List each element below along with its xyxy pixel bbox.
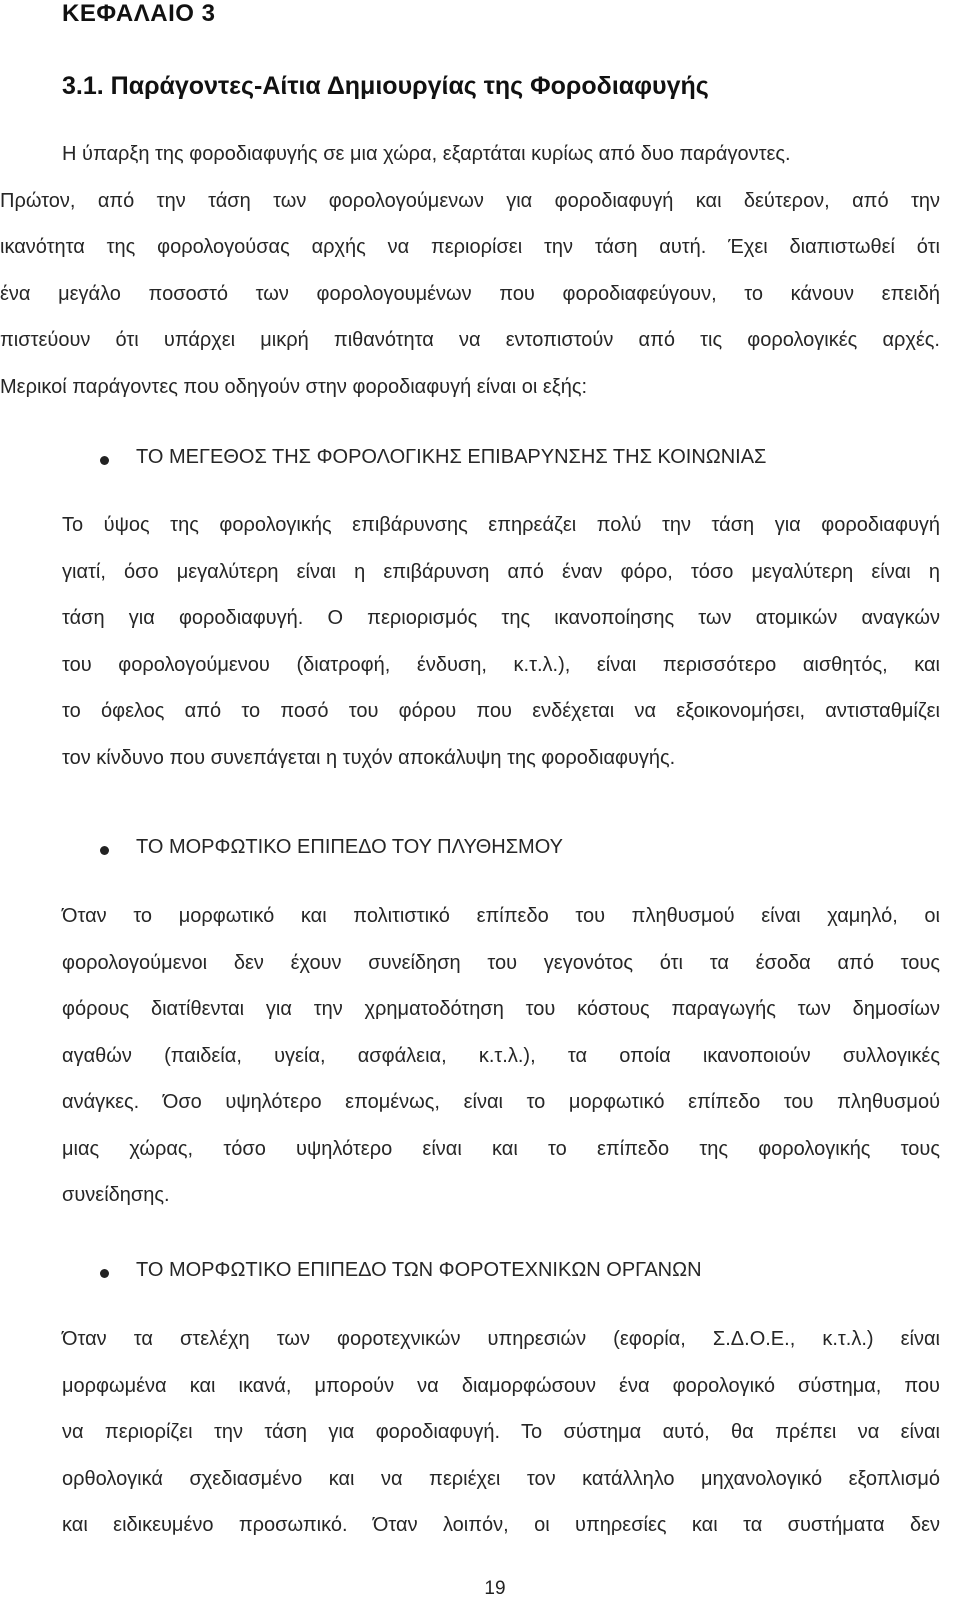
text-line: ικανότητα της φορολογούσας αρχής να περιορίσει την τάση αυτή. Έχει διαπιστωθεί ότι xyxy=(0,236,940,258)
text-line: πιστεύουν ότι υπάρχει μικρή πιθανότητα να εντοπιστούν από τις φορολογικές αρχές. xyxy=(0,329,940,351)
bullet-icon xyxy=(100,456,109,465)
text-line: Η ύπαρξη της φοροδιαφυγής σε μια χώρα, εξαρτάται κυρίως από δυο παράγοντες. xyxy=(62,143,791,165)
factor-heading-text: ΤΟ ΜΟΡΦΩΤΙΚΟ ΕΠΙΠΕΔΟ ΤΩΝ ΦΟΡΟΤΕΧΝΙΚΩΝ ΟΡΓΑΝΩΝ xyxy=(136,1259,702,1281)
text-line: ανάγκες. Όσο υψηλότερο επομένως, είναι το μορφωτικό επίπεδο του πληθυσμού xyxy=(62,1091,940,1113)
text-line: του φορολογούμενου (διατροφή, ένδυση, κ.τ.λ.), είναι περισσότερο αισθητός, και xyxy=(62,653,940,676)
text-line: μορφωμένα και ικανά, μπορούν να διαμορφώσουν ένα φορολογικό σύστημα, που xyxy=(62,1374,940,1397)
page-number: 19 xyxy=(484,1578,506,1599)
intro-paragraph xyxy=(0,131,940,410)
bullet-icon xyxy=(100,846,109,855)
text-line: αγαθών (παιδεία, υγεία, ασφάλεια, κ.τ.λ.), τα οποία ικανοποιούν συλλογικές xyxy=(62,1044,940,1067)
text-line: Το ύψος της φορολογικής επιβάρυνσης επηρεάζει πολύ την τάση για φοροδιαφυγή xyxy=(62,514,940,536)
text-line: Όταν το μορφωτικό και πολιτιστικό επίπεδο του πληθυσμού είναι χαμηλό, οι xyxy=(62,905,940,927)
section-heading: 3.1. Παράγοντες-Αίτια Δημιουργίας της Φοροδιαφυγής xyxy=(62,72,709,100)
factor-paragraph xyxy=(62,1316,940,1549)
factor-paragraph xyxy=(62,502,940,781)
text-line: γιατί, όσο μεγαλύτερη είναι η επιβάρυνση από έναν φόρο, τόσο μεγαλύτερη είναι η xyxy=(62,560,940,583)
text-line: συνείδησης. xyxy=(62,1184,170,1206)
text-line: φόρους διατίθενται για την χρηματοδότηση του κόστους παραγωγής των δημοσίων xyxy=(62,998,940,1020)
text-line: να περιορίζει την τάση για φοροδιαφυγή. Το σύστημα αυτό, θα πρέπει να είναι xyxy=(62,1421,940,1443)
text-line: μιας χώρας, τόσο υψηλότερο είναι και το επίπεδο της φορολογικής τους xyxy=(62,1137,940,1160)
text-line: και ειδικευμένο προσωπικό. Όταν λοιπόν, οι υπηρεσίες και τα συστήματα δεν xyxy=(62,1514,940,1536)
text-line: Πρώτον, από την τάση των φορολογούμενων για φοροδιαφυγή και δεύτερον, από την xyxy=(0,189,940,212)
text-line: τάση για φοροδιαφυγή. Ο περιορισμός της ικανοποίησης των ατομικών αναγκών xyxy=(62,607,940,629)
factor-paragraph xyxy=(62,893,940,1219)
chapter-title: ΚΕΦΑΛΑΙΟ 3 xyxy=(62,0,216,27)
factor-heading-text: ΤΟ ΜΟΡΦΩΤΙΚΟ ΕΠΙΠΕΔΟ ΤΟΥ ΠΛΥΘΗΣΜΟΥ xyxy=(136,836,563,858)
text-line: τον κίνδυνο που συνεπάγεται η τυχόν αποκάλυψη της φοροδιαφυγής. xyxy=(62,746,676,769)
factor-heading-text: ΤΟ ΜΕΓΕΘΟΣ ΤΗΣ ΦΟΡΟΛΟΓΙΚΗΣ ΕΠΙΒΑΡΥΝΣΗΣ ΤΗΣ ΚΟΙΝΩΝΙΑΣ xyxy=(136,446,767,468)
text-line: Μερικοί παράγοντες που οδηγούν στην φοροδιαφυγή είναι οι εξής: xyxy=(0,375,588,398)
text-line: ένα μεγάλο ποσοστό των φορολογουμένων που φοροδιαφεύγουν, το κάνουν επειδή xyxy=(0,282,940,305)
text-line: Όταν τα στελέχη των φοροτεχνικών υπηρεσιών (εφορία, Σ.Δ.Ο.Ε., κ.τ.λ.) είναι xyxy=(62,1328,940,1350)
text-line: ορθολογικά σχεδιασμένο και να περιέχει τον κατάλληλο μηχανολογικό εξοπλισμό xyxy=(62,1467,940,1490)
bullet-icon xyxy=(100,1269,109,1278)
text-line: το όφελος από το ποσό του φόρου που ενδέχεται να εξοικονομήσει, αντισταθμίζει xyxy=(62,700,940,722)
text-line: φορολογούμενοι δεν έχουν συνείδηση του γεγονότος ότι τα έσοδα από τους xyxy=(62,951,940,974)
